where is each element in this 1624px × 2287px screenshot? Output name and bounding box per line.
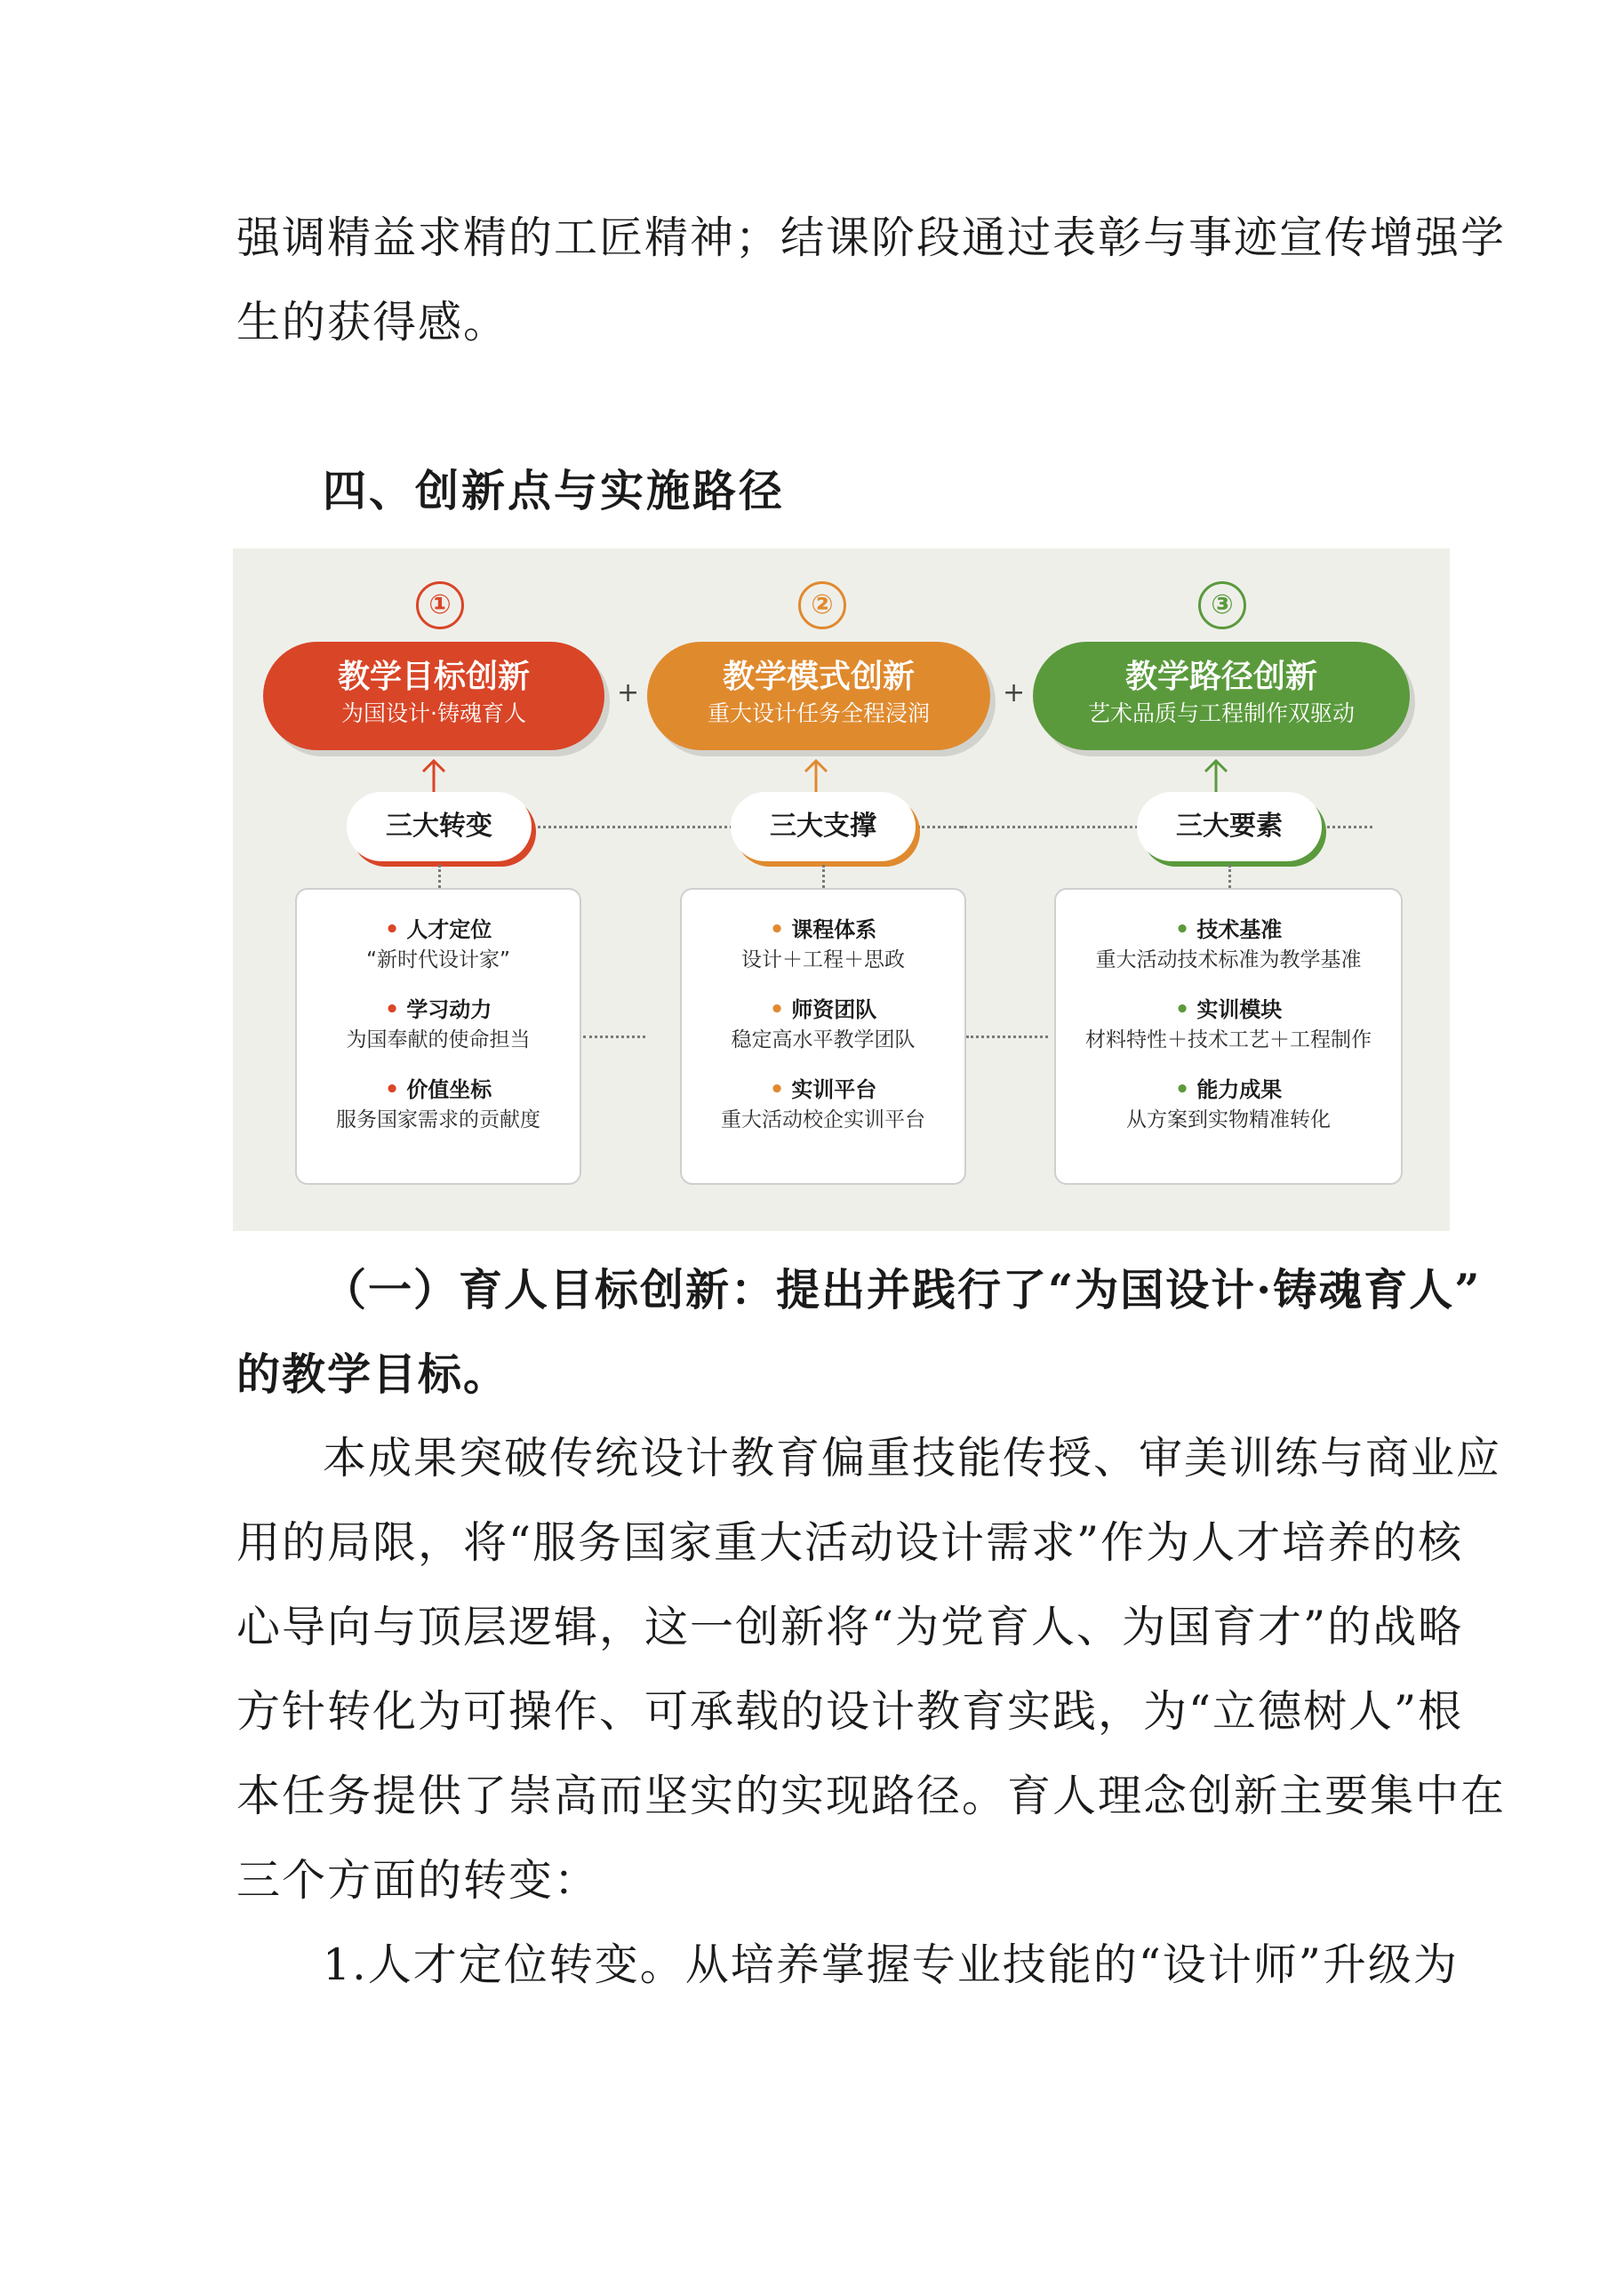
list-item [682, 995, 964, 1055]
subheading-line-1: （一）育人目标创新：提出并践行了“为国设计·铸魂育人” [323, 1264, 1482, 1315]
pill-title: 教学目标创新 [337, 659, 530, 695]
list-item-1: 1.人才定位转变。从培养掌握专业技能的“设计师”升级为 [323, 1939, 1459, 1990]
card-supports [680, 888, 966, 1185]
list-item [297, 915, 580, 975]
plus-sign: + [1003, 677, 1026, 708]
list-item [297, 995, 580, 1055]
bullet-icon: • [384, 1076, 400, 1103]
item-desc: 重大活动技术标准为教学基准 [1095, 948, 1362, 972]
item-title: 学习动力 [406, 997, 492, 1022]
card-connector [966, 1036, 1048, 1038]
section-heading: 四、创新点与实施路径 [323, 465, 786, 516]
subheading-line-2: 的教学目标。 [236, 1348, 509, 1400]
item-title: 价值坐标 [406, 1077, 492, 1102]
bullet-icon: • [1174, 916, 1190, 943]
item-desc: “新时代设计家” [366, 948, 510, 972]
intro-line-2: 生的获得感。 [236, 297, 509, 348]
card-changes [295, 888, 581, 1185]
pill-subtitle: 重大设计任务全程浸润 [707, 700, 930, 726]
item-title: 能力成果 [1196, 1077, 1283, 1102]
pill-goal-innovation [263, 642, 604, 750]
bullet-icon: • [1174, 1076, 1190, 1103]
bullet-icon: • [769, 1076, 785, 1103]
item-title: 人才定位 [406, 917, 492, 942]
list-item [297, 1075, 580, 1135]
item-desc: 服务国家需求的贡献度 [336, 1108, 540, 1132]
item-desc: 为国奉献的使命担当 [346, 1028, 531, 1052]
tag-three-supports: 三大支撑 [731, 792, 916, 861]
item-desc: 设计＋工程＋思政 [741, 948, 905, 972]
number-1: ① [416, 581, 464, 629]
pill-title: 教学模式创新 [722, 659, 915, 695]
list-item [682, 1075, 964, 1135]
list-item [1056, 995, 1401, 1055]
item-desc: 材料特性＋技术工艺＋工程制作 [1085, 1028, 1372, 1052]
paragraph-line-1: 本成果突破传统设计教育偏重技能传授、审美训练与商业应 [323, 1433, 1502, 1483]
bullet-icon: • [769, 916, 785, 943]
tag-three-changes: 三大转变 [347, 792, 532, 861]
pill-path-innovation [1033, 642, 1410, 750]
paragraph-line-6: 三个方面的转变： [236, 1855, 600, 1906]
paragraph-line-5: 本任务提供了崇高而坚实的实现路径。育人理念创新主要集中在 [236, 1771, 1507, 1821]
item-title: 实训模块 [1196, 997, 1283, 1022]
item-desc: 重大活动校企实训平台 [721, 1108, 925, 1132]
pill-subtitle: 为国设计·铸魂育人 [341, 700, 526, 726]
item-title: 实训平台 [791, 1077, 877, 1102]
list-item [1056, 915, 1401, 975]
bullet-icon: • [1174, 996, 1190, 1023]
bullet-icon: • [384, 996, 400, 1023]
innovation-diagram [233, 548, 1450, 1231]
bullet-icon: • [769, 996, 785, 1023]
card-connector [438, 865, 441, 888]
pill-mode-innovation [647, 642, 990, 750]
pill-subtitle: 艺术品质与工程制作双驱动 [1087, 700, 1355, 726]
card-connector [583, 1036, 645, 1038]
tag-three-elements: 三大要素 [1137, 792, 1322, 861]
card-elements [1054, 888, 1403, 1185]
intro-line-1: 强调精益求精的工匠精神；结课阶段通过表彰与事迹宣传增强学 [236, 212, 1507, 263]
item-title: 师资团队 [791, 997, 877, 1022]
paragraph-line-3: 心导向与顶层逻辑，这一创新将“为党育人、为国育才”的战略 [236, 1602, 1464, 1652]
item-desc: 从方案到实物精准转化 [1126, 1108, 1331, 1132]
card-connector [1228, 865, 1231, 888]
paragraph-line-2: 用的局限，将“服务国家重大活动设计需求”作为人才培养的核 [236, 1517, 1464, 1568]
list-item [682, 915, 964, 975]
card-connector [822, 865, 825, 888]
pill-title: 教学路径创新 [1124, 659, 1317, 695]
item-desc: 稳定高水平教学团队 [731, 1028, 916, 1052]
bullet-icon: • [384, 916, 400, 943]
item-title: 技术基准 [1196, 917, 1283, 942]
item-title: 课程体系 [791, 917, 877, 942]
number-2: ② [798, 581, 846, 629]
plus-sign: + [617, 677, 640, 708]
paragraph-line-4: 方针转化为可操作、可承载的设计教育实践，为“立德树人”根 [236, 1686, 1464, 1737]
list-item [1056, 1075, 1401, 1135]
number-3: ③ [1198, 581, 1246, 629]
